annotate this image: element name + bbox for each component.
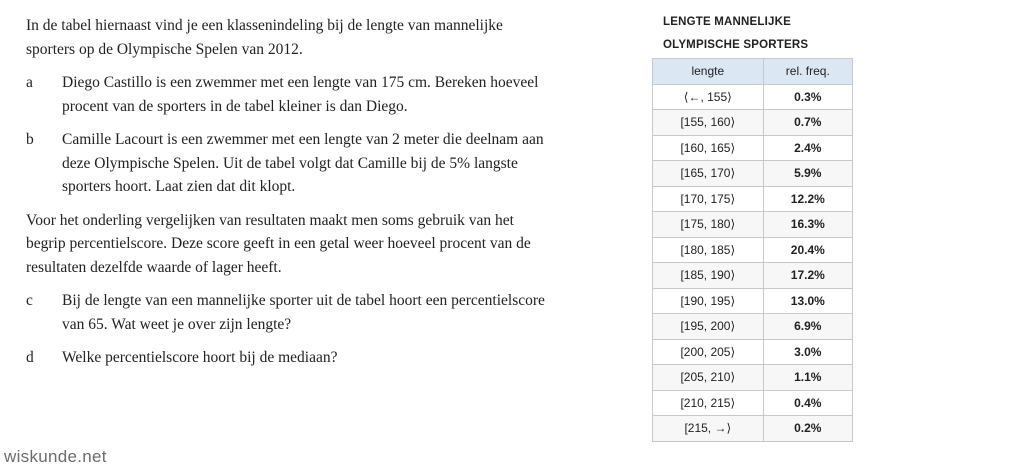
table-title-line: LENGTE MANNELIJKE <box>663 16 791 28</box>
length-class-cell: [205, 210⟩ <box>653 365 764 391</box>
rel-freq-cell: 1.1% <box>763 365 852 391</box>
length-class-cell: [180, 185⟩ <box>653 237 764 263</box>
rel-freq-cell: 6.9% <box>763 314 852 340</box>
length-class-cell: [195, 200⟩ <box>653 314 764 340</box>
table-row <box>653 263 853 289</box>
table-row <box>653 84 853 110</box>
question-b <box>26 128 546 199</box>
site-logo-text: wiskunde.net <box>4 447 107 466</box>
rel-freq-cell: 0.3% <box>763 84 852 110</box>
question-letter: a <box>26 74 33 91</box>
question-letter: c <box>26 292 33 309</box>
intro-paragraph: In de tabel hiernaast vind je een klassenindeling bij de lengte van mannelijke sporters op de Olympische Spelen van 2012. <box>26 17 503 58</box>
table-row <box>653 365 853 391</box>
length-class-cell: ⟨←, 155⟩ <box>653 84 764 110</box>
question-letter: d <box>26 349 34 366</box>
table-title-line: OLYMPISCHE SPORTERS <box>663 39 809 51</box>
rel-freq-cell: 2.4% <box>763 135 852 161</box>
question-a <box>26 71 546 118</box>
frequency-table <box>652 58 853 442</box>
rel-freq-cell: 0.2% <box>763 416 852 442</box>
rel-freq-cell: 0.4% <box>763 390 852 416</box>
rel-freq-cell: 17.2% <box>763 263 852 289</box>
percentile-paragraph: Voor het onderling vergelijken van resultaten maakt men soms gebruik van het begrip percentielscore. Deze score geeft in een getal weer hoeveel procent van de resultaten dezelfde waarde of lager heeft. <box>26 211 531 276</box>
length-class-cell: [165, 170⟩ <box>653 161 764 187</box>
length-class-cell: [160, 165⟩ <box>653 135 764 161</box>
question-c <box>26 289 546 336</box>
table-row <box>653 110 853 136</box>
length-class-cell: [185, 190⟩ <box>653 263 764 289</box>
length-class-cell: [170, 175⟩ <box>653 186 764 212</box>
header-length: lengte <box>653 59 764 85</box>
question-d <box>26 346 546 370</box>
table-row <box>653 186 853 212</box>
rel-freq-cell: 3.0% <box>763 339 852 365</box>
question-letter: b <box>26 131 34 148</box>
table-row <box>653 135 853 161</box>
rel-freq-cell: 5.9% <box>763 161 852 187</box>
table-title <box>663 11 808 57</box>
table-row <box>653 314 853 340</box>
rel-freq-cell: 20.4% <box>763 237 852 263</box>
table-row <box>653 416 853 442</box>
question-text: Diego Castillo is een zwemmer met een lengte van 175 cm. Bereken hoeveel procent van de sporters in de tabel kleiner is dan Diego. <box>62 74 539 115</box>
rel-freq-cell: 12.2% <box>763 186 852 212</box>
table-row <box>653 237 853 263</box>
header-rel-freq: rel. freq. <box>763 59 852 85</box>
rel-freq-cell: 0.7% <box>763 110 852 136</box>
length-class-cell: [210, 215⟩ <box>653 390 764 416</box>
length-class-cell: [215, →⟩ <box>653 416 764 442</box>
exercise-text <box>26 14 546 370</box>
question-text: Camille Lacourt is een zwemmer met een lengte van 2 meter die deelnam aan deze Olympische Spelen. Uit de tabel volgt dat Camille bij de 5% langste sporters hoort. Laat zien dat dit klopt. <box>62 131 544 195</box>
table-row <box>653 212 853 238</box>
length-class-cell: [190, 195⟩ <box>653 288 764 314</box>
question-text: Bij de lengte van een mannelijke sporter uit de tabel hoort een percentielscore van 65. Wat weet je over zijn lengte? <box>62 292 545 333</box>
table-body <box>653 84 853 441</box>
table-header-row <box>653 59 853 85</box>
length-class-cell: [200, 205⟩ <box>653 339 764 365</box>
table-row <box>653 390 853 416</box>
question-text: Welke percentielscore hoort bij de mediaan? <box>62 349 338 366</box>
rel-freq-cell: 16.3% <box>763 212 852 238</box>
table-row <box>653 288 853 314</box>
rel-freq-cell: 13.0% <box>763 288 852 314</box>
length-class-cell: [175, 180⟩ <box>653 212 764 238</box>
length-class-cell: [155, 160⟩ <box>653 110 764 136</box>
table-row <box>653 339 853 365</box>
table-row <box>653 161 853 187</box>
